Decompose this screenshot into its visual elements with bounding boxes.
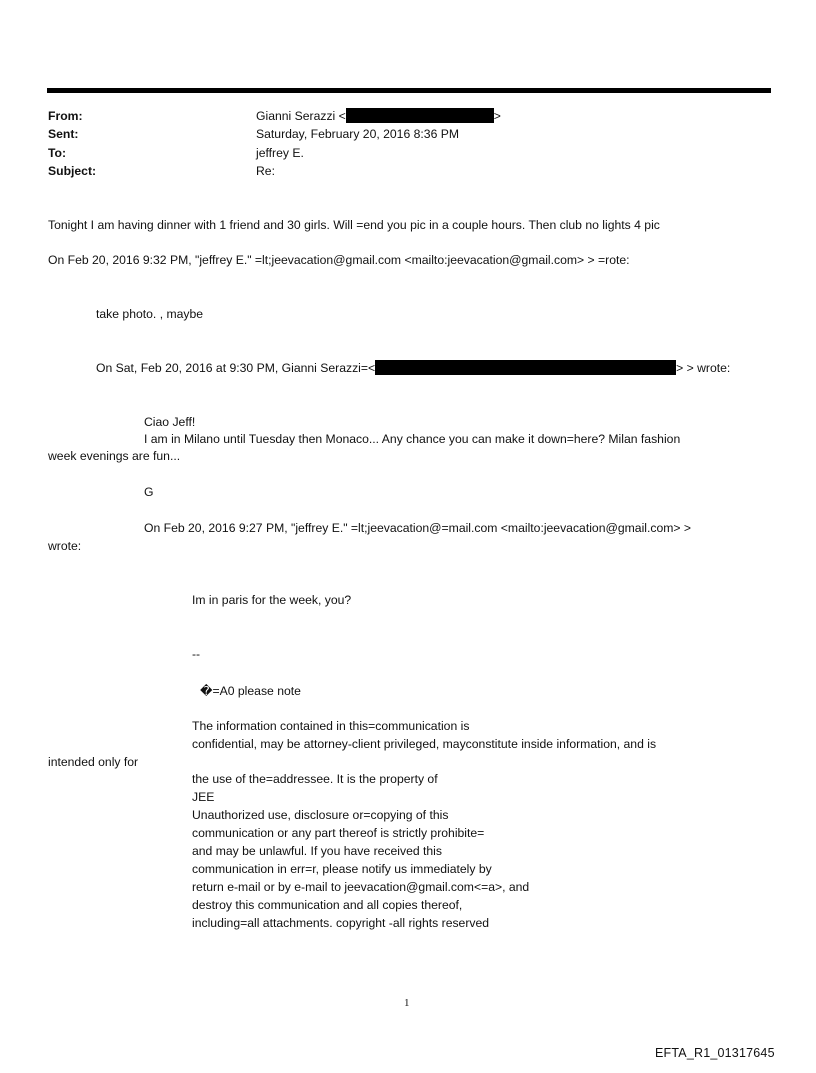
quote-attribution-2-pre: On Sat, Feb 20, 2016 at 9:30 PM, Gianni Serazzi=< — [96, 361, 376, 375]
to-value: jeffrey E. — [256, 146, 304, 160]
disclaimer-line: Unauthorized use, disclosure or=copying of this — [192, 808, 449, 822]
signature-separator: -- — [192, 647, 201, 661]
sent-label: Sent: — [48, 127, 79, 141]
disclaimer-line: including=all attachments. copyright -all rights reserved — [192, 916, 490, 930]
disclaimer-line: JEE — [192, 790, 215, 804]
disclaimer-line: return e-mail or by e-mail to jeevacation@gmail.com<=a>, and — [192, 880, 530, 894]
quoted-text-2-line-1: Ciao Jeff! — [144, 415, 196, 429]
document-id-footer: EFTA_R1_01317645 — [655, 1046, 775, 1060]
sent-value: Saturday, February 20, 2016 8:36 PM — [256, 127, 460, 141]
disclaimer-wrap: intended only for — [48, 755, 139, 769]
from-name: Gianni Serazzi — [256, 109, 336, 123]
quoted-text-3: Im in paris for the week, you? — [192, 593, 352, 607]
disclaimer-line: and may be unlawful. If you have received this — [192, 844, 442, 858]
header-rule — [47, 88, 771, 93]
from-value — [256, 108, 501, 125]
quoted-text-2-line-3: week evenings are fun... — [48, 449, 181, 463]
message-line-1: Tonight I am having dinner with 1 friend and 30 girls. Will =end you pic in a couple hours. Then club no lights 4 pic — [48, 218, 660, 232]
quote-attribution-2-post: > > wrote: — [676, 361, 731, 375]
quote-attribution-1: On Feb 20, 2016 9:32 PM, "jeffrey E." =lt;jeevacation@gmail.com <mailto:jeevacation@gmail.com> > =rote: — [48, 253, 630, 267]
from-close-bracket: > — [493, 109, 501, 123]
quoted-text-2-line-2: I am in Milano until Tuesday then Monaco... Any chance you can make it down=here? Milan fashion — [144, 432, 681, 446]
disclaimer-line: communication in err=r, please notify us immediately by — [192, 862, 492, 876]
disclaimer-line: communication or any part thereof is strictly prohibite= — [192, 826, 485, 840]
disclaimer-line: destroy this communication and all copies thereof, — [192, 898, 463, 912]
please-note-line: �=A0 please note — [200, 684, 301, 698]
quoted-text-1: take photo. , maybe — [96, 307, 204, 321]
redaction-box — [346, 108, 494, 123]
disclaimer-line: The information contained in this=communication is — [192, 719, 470, 733]
quote-attribution-3-wrap: wrote: — [48, 539, 82, 553]
subject-value: Re: — [256, 164, 275, 178]
from-open-bracket: < — [338, 109, 346, 123]
disclaimer-line: confidential, may be attorney-client privileged, mayconstitute inside information, and is — [192, 737, 657, 751]
quote-attribution-2 — [96, 360, 730, 377]
quote-attribution-3: On Feb 20, 2016 9:27 PM, "jeffrey E." =lt;jeevacation@=mail.com <mailto:jeevacation@gmail.com> > — [144, 521, 692, 535]
redaction-box — [375, 360, 676, 375]
subject-label: Subject: — [48, 164, 97, 178]
from-label: From: — [48, 109, 83, 123]
disclaimer-line: the use of the=addressee. It is the property of — [192, 772, 438, 786]
quoted-signature: G — [144, 485, 154, 499]
to-label: To: — [48, 146, 67, 160]
page-number: 1 — [404, 997, 410, 1009]
